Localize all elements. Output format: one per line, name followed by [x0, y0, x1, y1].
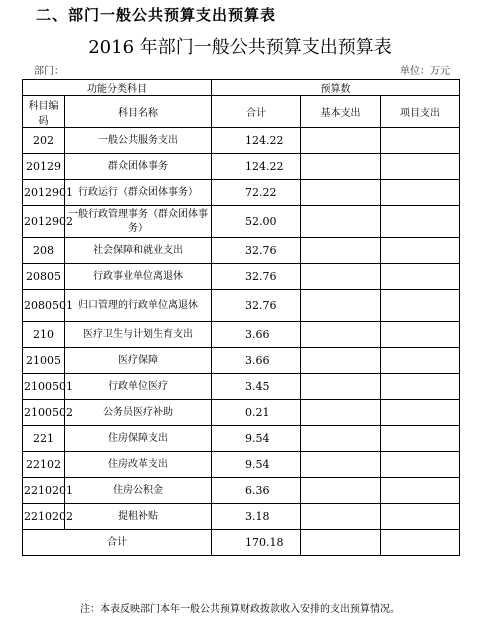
- basic-cell: [301, 154, 381, 180]
- code-cell: 20805: [23, 264, 65, 290]
- project-cell: [381, 374, 460, 400]
- project-total-cell: [381, 530, 460, 556]
- basic-cell: [301, 322, 381, 348]
- table-note: 注：本表反映部门本年一般公共预算财政拨款收入安排的支出预算情况。: [80, 604, 400, 615]
- project-cell: [381, 452, 460, 478]
- table-row: [23, 400, 460, 426]
- name-header: 科目名称: [65, 96, 212, 128]
- page-title: 2016 年部门一般公共预算支出预算表: [88, 37, 392, 58]
- table-row: [23, 290, 460, 322]
- code-cell: 2210201: [23, 478, 65, 504]
- total-cell: 3.45: [212, 374, 301, 400]
- basic-cell: [301, 426, 381, 452]
- project-cell: [381, 206, 460, 238]
- code-cell: 210: [23, 322, 65, 348]
- total-cell: 6.36: [212, 478, 301, 504]
- code-header: 科目编码: [23, 96, 65, 128]
- section-title: 二、部门一般公共预算支出预算表: [36, 6, 277, 24]
- code-cell: 2100501: [23, 374, 65, 400]
- code-cell: 21005: [23, 348, 65, 374]
- department-label: 部门：: [34, 66, 64, 77]
- name-cell: 一般行政管理事务（群众团体事务）: [65, 206, 212, 238]
- category-group-header: 功能分类科目: [23, 80, 212, 96]
- code-cell: 202: [23, 128, 65, 154]
- name-cell: 行政单位医疗: [65, 374, 212, 400]
- unit-label: 单位：万元: [400, 66, 450, 77]
- code-cell: 221: [23, 426, 65, 452]
- code-cell: 20129: [23, 154, 65, 180]
- table-row: [23, 322, 460, 348]
- total-header: 合计: [212, 96, 301, 128]
- basic-header: 基本支出: [301, 96, 381, 128]
- basic-cell: [301, 290, 381, 322]
- code-cell: 2012902: [23, 206, 65, 238]
- basic-cell: [301, 504, 381, 530]
- total-cell: 0.21: [212, 400, 301, 426]
- total-row: [23, 530, 460, 556]
- basic-cell: [301, 238, 381, 264]
- project-cell: [381, 128, 460, 154]
- basic-cell: [301, 478, 381, 504]
- table-row: [23, 478, 460, 504]
- name-cell: 住房保障支出: [65, 426, 212, 452]
- code-cell: 208: [23, 238, 65, 264]
- project-cell: [381, 426, 460, 452]
- table-row: [23, 426, 460, 452]
- total-cell: 124.22: [212, 154, 301, 180]
- table-header-row: [23, 96, 460, 128]
- total-cell: 32.76: [212, 264, 301, 290]
- basic-cell: [301, 374, 381, 400]
- table-row: [23, 180, 460, 206]
- table-row: [23, 374, 460, 400]
- name-cell: 一般公共服务支出: [65, 128, 212, 154]
- total-cell: 3.66: [212, 322, 301, 348]
- name-cell: 公务员医疗补助: [65, 400, 212, 426]
- project-header: 项目支出: [381, 96, 460, 128]
- code-cell: 22102: [23, 452, 65, 478]
- name-cell: 住房改革支出: [65, 452, 212, 478]
- name-cell: 群众团体事务: [65, 154, 212, 180]
- total-cell: 32.76: [212, 290, 301, 322]
- project-cell: [381, 264, 460, 290]
- basic-total-cell: [301, 530, 381, 556]
- basic-cell: [301, 264, 381, 290]
- name-cell: 医疗卫生与计划生育支出: [65, 322, 212, 348]
- name-cell: 医疗保障: [65, 348, 212, 374]
- table-row: [23, 264, 460, 290]
- code-cell: 2100502: [23, 400, 65, 426]
- total-cell: 32.76: [212, 238, 301, 264]
- basic-cell: [301, 400, 381, 426]
- basic-cell: [301, 348, 381, 374]
- code-cell: 2080501: [23, 290, 65, 322]
- project-cell: [381, 478, 460, 504]
- basic-cell: [301, 128, 381, 154]
- project-cell: [381, 290, 460, 322]
- total-label: 合计: [23, 530, 212, 556]
- project-cell: [381, 348, 460, 374]
- total-cell: 72.22: [212, 180, 301, 206]
- project-cell: [381, 238, 460, 264]
- code-cell: 2012901: [23, 180, 65, 206]
- basic-cell: [301, 180, 381, 206]
- name-cell: 住房公积金: [65, 478, 212, 504]
- name-cell: 行政事业单位离退休: [65, 264, 212, 290]
- project-cell: [381, 322, 460, 348]
- table-row: [23, 504, 460, 530]
- table-row: [23, 128, 460, 154]
- project-cell: [381, 180, 460, 206]
- total-cell: 9.54: [212, 452, 301, 478]
- total-cell: 3.18: [212, 504, 301, 530]
- project-cell: [381, 504, 460, 530]
- basic-cell: [301, 452, 381, 478]
- name-cell: 行政运行（群众团体事务）: [65, 180, 212, 206]
- total-cell: 9.54: [212, 426, 301, 452]
- name-cell: 社会保障和就业支出: [65, 238, 212, 264]
- project-cell: [381, 154, 460, 180]
- total-cell: 124.22: [212, 128, 301, 154]
- total-cell: 3.66: [212, 348, 301, 374]
- code-cell: 2210202: [23, 504, 65, 530]
- table-row: [23, 238, 460, 264]
- table-header-group-row: [23, 80, 460, 96]
- grand-total-cell: 170.18: [212, 530, 301, 556]
- table-row: [23, 452, 460, 478]
- project-cell: [381, 400, 460, 426]
- budget-table: [22, 79, 460, 556]
- budget-group-header: 预算数: [212, 80, 460, 96]
- table-row: [23, 348, 460, 374]
- name-cell: 归口管理的行政单位离退休: [65, 290, 212, 322]
- basic-cell: [301, 206, 381, 238]
- table-row: [23, 154, 460, 180]
- name-cell: 提租补贴: [65, 504, 212, 530]
- table-row: [23, 206, 460, 238]
- total-cell: 52.00: [212, 206, 301, 238]
